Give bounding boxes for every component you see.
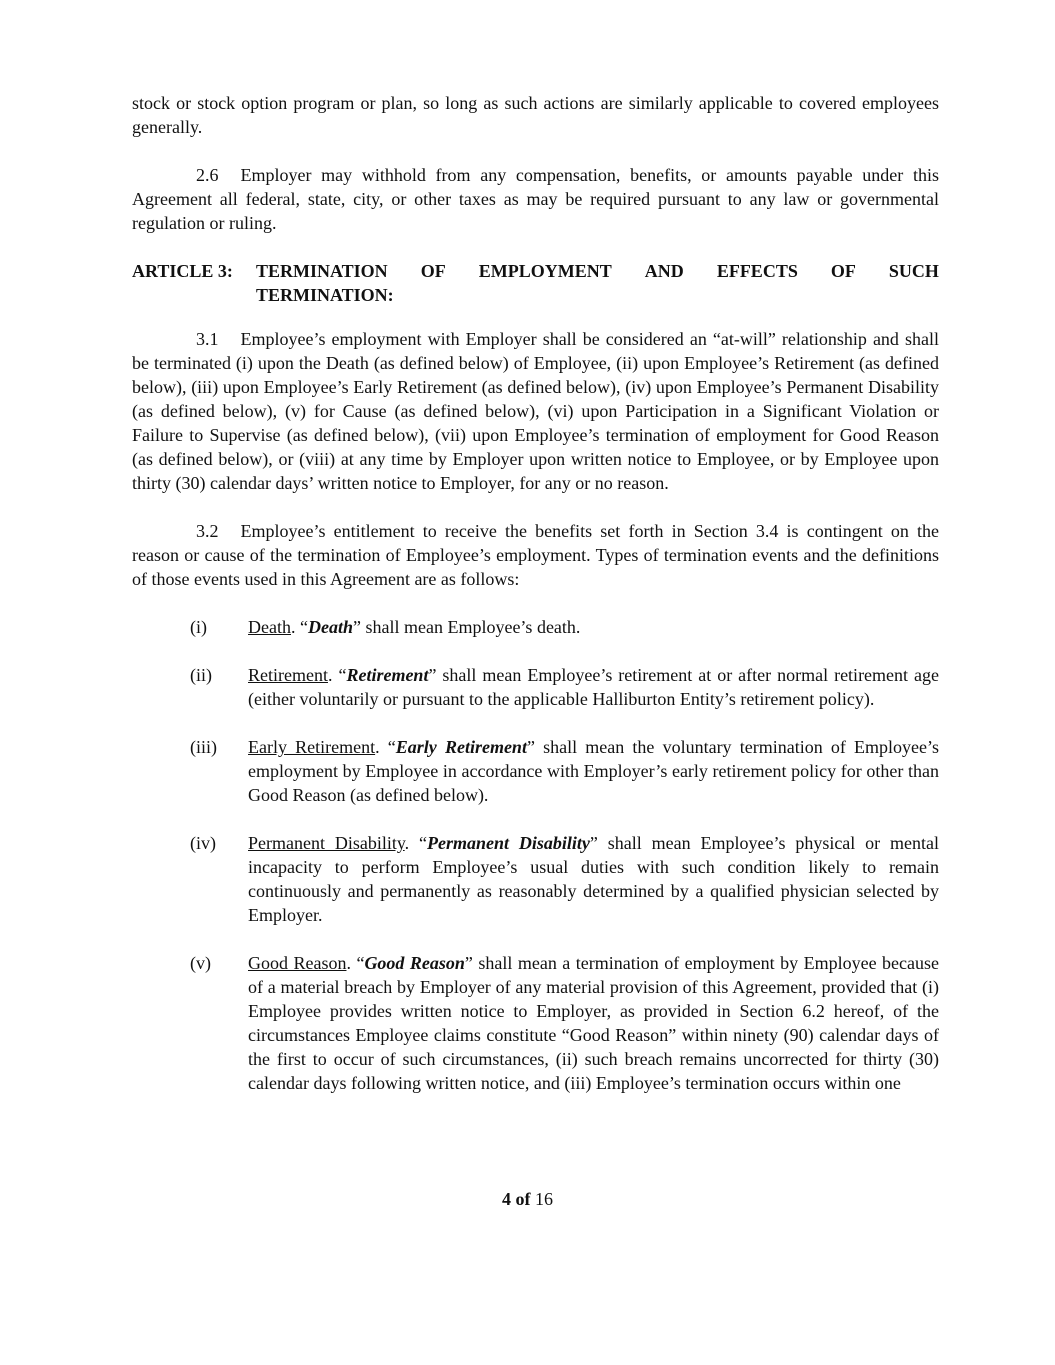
- defined-term: Retirement: [346, 665, 429, 685]
- page-number: 4: [502, 1189, 511, 1209]
- defined-term: Death: [307, 617, 353, 637]
- section-3-1: [132, 327, 939, 495]
- definition-body: Permanent Disability. “Permanent Disability” shall mean Employee’s physical or mental incapacity to perform Employee’s usual duties with such condition likely to remain continuously and permanently as reasonably determined by a qualified physician selected by Employer.: [248, 833, 940, 925]
- section-text: Employee’s employment with Employer shall be considered an “at-will” relationship and shall be terminated (i) upon the Death (as defined below) of Employee, (ii) upon Employee’s Retirement (as defined below), (iii) upon Employee’s Early Retirement (as defined below), (iv) upon Employee’s Permanent Disability (as defined below), (v) for Cause (as defined below), (vi) upon Participation in a Significant Violation or Failure to Supervise (as defined below), (vii) upon Employee’s termination of employment for Good Reason (as defined below), or (viii) at any time by Employer upon written notice to Employee, or by Employee upon thirty (30) calendar days’ written notice to Employer, for any or no reason.: [132, 329, 939, 493]
- defined-term: Early Retirement: [395, 737, 527, 757]
- definition-heading: Good Reason: [248, 953, 347, 973]
- section-number: 3.2: [196, 521, 219, 541]
- definition-numeral: (v): [190, 953, 211, 973]
- definition-text: shall mean the voluntary termination of Employee’s employment by Employee in accordance with Employer’s early retirement policy for other than Good Reason (as defined below).: [248, 737, 940, 805]
- section-text: Employer may withhold from any compensation, benefits, or amounts payable under this Agreement all federal, state, city, or other taxes as may be required pursuant to any law or governmental regulation or ruling.: [132, 165, 939, 233]
- definition-item: [132, 951, 939, 1095]
- article-title: [256, 259, 939, 307]
- page-of-label: of: [515, 1189, 531, 1209]
- definitions-list: [132, 615, 939, 1095]
- document-page: [132, 91, 939, 1119]
- continuation-paragraph: stock or stock option program or plan, so long as such actions are similarly applicable to covered employees generally.: [132, 93, 939, 137]
- article-title-word: SUCH: [888, 261, 939, 281]
- section-2-6: [132, 163, 939, 235]
- definition-numeral: (iii): [190, 737, 217, 757]
- definition-item: [132, 663, 939, 711]
- definition-numeral: (ii): [190, 665, 212, 685]
- article-title-word: TERMINATION: [256, 261, 388, 281]
- definition-numeral: (i): [190, 617, 207, 637]
- article-title-line-1: [256, 259, 939, 283]
- definition-text: shall mean Employee’s retirement at or after normal retirement age (either voluntarily or pursuant to the applicable Halliburton Entity’s retirement policy).: [248, 665, 939, 709]
- definition-item: [132, 615, 939, 639]
- definition-body: Early Retirement. “Early Retirement” shall mean the voluntary termination of Employee’s employment by Employee in accordance with Employer’s early retirement policy for other than Good Reason (as defined below).: [248, 737, 940, 805]
- defined-term: Permanent Disability: [427, 833, 590, 853]
- definition-body: Death. “Death” shall mean Employee’s death.: [248, 617, 581, 637]
- article-title-word: EMPLOYMENT: [478, 261, 612, 281]
- definition-heading: Retirement: [248, 665, 328, 685]
- definition-item: [132, 735, 939, 807]
- definition-body: Retirement. “Retirement” shall mean Employee’s retirement at or after normal retirement age (either voluntarily or pursuant to the applicable Halliburton Entity’s retirement policy).: [248, 665, 939, 709]
- article-title-word: OF: [830, 261, 856, 281]
- section-3-2: [132, 519, 939, 591]
- definition-heading: Death: [248, 617, 291, 637]
- page-footer: [0, 1187, 1055, 1211]
- definition-text: shall mean Employee’s physical or mental incapacity to perform Employee’s usual duties with such condition likely to remain continuously and permanently as reasonably determined by a qualified physician selected by Employer.: [248, 833, 940, 925]
- article-title-word: EFFECTS: [716, 261, 798, 281]
- definition-heading: Early Retirement: [248, 737, 376, 757]
- article-title-word: AND: [644, 261, 684, 281]
- article-title-word: OF: [420, 261, 446, 281]
- page-total: 16: [535, 1189, 553, 1209]
- defined-term: Good Reason: [364, 953, 465, 973]
- article-3-heading: [132, 259, 939, 307]
- definition-text: shall mean a termination of employment by Employee because of a material breach by Employer of any material provision of this Agreement, provided that (i) Employee provides written notice to Employer, as provided in Section 6.2 hereof, of the circumstances Employee claims constitute “Good Reason” within ninety (90) calendar days of the first to occur of such circumstances, (ii) such breach remains uncorrected for thirty (30) calendar days following written notice, and (iii) Employee’s termination occurs within one: [248, 953, 939, 1093]
- definition-heading: Permanent Disability: [248, 833, 405, 853]
- section-number: 2.6: [196, 165, 219, 185]
- section-text: Employee’s entitlement to receive the benefits set forth in Section 3.4 is contingent on the reason or cause of the termination of Employee’s employment. Types of termination events and the definitions of those events used in this Agreement are as follows:: [132, 521, 939, 589]
- definition-text: shall mean Employee’s death.: [360, 617, 581, 637]
- definition-numeral: (iv): [190, 833, 216, 853]
- definition-item: [132, 831, 939, 927]
- article-number: ARTICLE 3:: [132, 261, 233, 281]
- definition-body: Good Reason. “Good Reason” shall mean a termination of employment by Employee because of a material breach by Employer of any material provision of this Agreement, provided that (i) Employee provides written notice to Employer, as provided in Section 6.2 hereof, of the circumstances Employee claims constitute “Good Reason” within ninety (90) calendar days of the first to occur of such circumstances, (ii) such breach remains uncorrected for thirty (30) calendar days following written notice, and (iii) Employee’s termination occurs within one: [248, 953, 939, 1093]
- section-number: 3.1: [196, 329, 219, 349]
- article-title-line-2: TERMINATION:: [256, 285, 394, 305]
